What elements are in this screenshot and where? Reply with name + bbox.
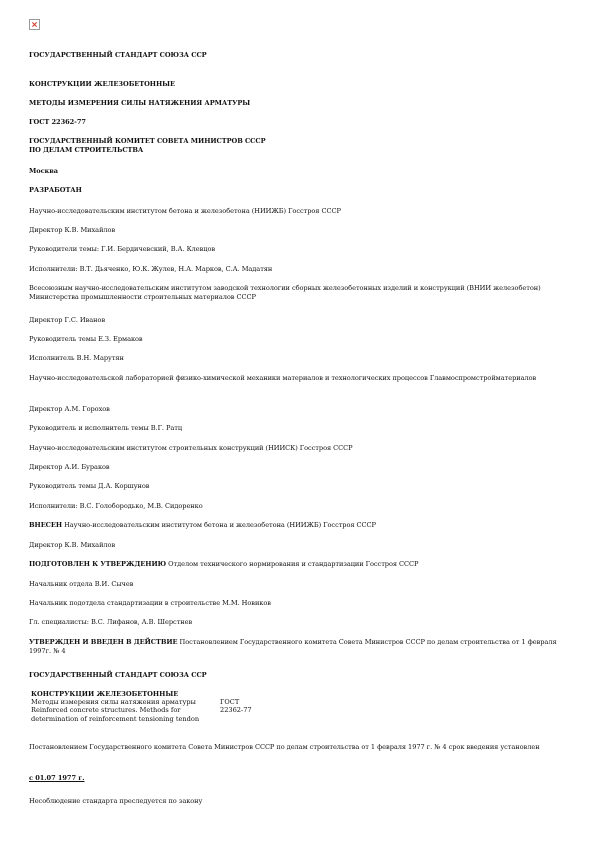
prepared-label: ПОДГОТОВЛЕН К УТВЕРЖДЕНИЮ <box>29 560 167 568</box>
standard-header-2: ГОСУДАРСТВЕННЫЙ СТАНДАРТ СОЮЗА ССР <box>29 671 207 679</box>
approved-text: Постановлением Государственного комитета Совета Министров СССР по делам строительства от 1 февраля 1997г. № 4 <box>29 638 557 655</box>
title-line-1: КОНСТРУКЦИИ ЖЕЛЕЗОБЕТОННЫЕ <box>29 80 176 88</box>
effective-date: с 01.07 1977 г. <box>29 774 85 782</box>
executors-1: Исполнители: В.Т. Дьяченко, Ю.К. Жулев, Н.А. Марков, С.А. Мадатян <box>29 265 273 273</box>
executor-2: Исполнитель В.Н. Марутян <box>29 354 124 362</box>
head-of-department: Начальник отдела В.И. Сычев <box>29 580 134 588</box>
table-cell-name-en-2: determination of reinforcement tensioning tendon <box>31 714 200 723</box>
committee-line-1: ГОСУДАРСТВЕННЫЙ КОМИТЕТ СОВЕТА МИНИСТРОВ СССР <box>29 137 266 145</box>
org-1: Научно-исследовательским институтом бетона и железобетона (НИИЖБ) Госстроя СССР <box>29 207 341 215</box>
approved-label: УТВЕРЖДЕН И ВВЕДЕН В ДЕЙСТВИЕ <box>29 638 178 646</box>
committee-line-2: ПО ДЕЛАМ СТРОИТЕЛЬСТВА <box>29 146 144 154</box>
gost-number: ГОСТ 22362-77 <box>29 118 86 126</box>
leader-2: Руководитель темы Е.З. Ермаков <box>29 335 143 343</box>
table-cell-name-ru: Методы измерения силы натяжения арматуры <box>31 698 196 707</box>
director-3: Директор А.М. Горохов <box>29 405 110 413</box>
head-of-subdepartment: Начальник подотдела стандартизации в строительстве М.М. Новиков <box>29 599 271 607</box>
executors-4: Исполнители: В.С. Голобородько, М.В. Сидоренко <box>29 502 203 510</box>
director-1: Директор К.В. Михайлов <box>29 226 116 234</box>
director-2: Директор Г.С. Иванов <box>29 316 106 324</box>
org-4: Научно-исследовательским институтом строительных конструкций (НИИСК) Госстроя СССР <box>29 444 353 452</box>
broken-image-icon <box>29 19 40 30</box>
table-cell-gost-label: ГОСТ <box>220 698 240 707</box>
prepared-text: Отделом технического нормирования и стандартизации Госстроя СССР <box>166 560 419 568</box>
introduced-label: ВНЕСЕН <box>29 521 63 529</box>
law-notice: Несоблюдение стандарта преследуется по закону <box>29 797 203 805</box>
city: Москва <box>29 167 59 175</box>
org-3: Научно-исследовательской лабораторией физико-химической механики материалов и технологических процессов Главмоспромстройматериалов <box>29 374 537 382</box>
director-5: Директор К.В. Михайлов <box>29 541 116 549</box>
standard-header: ГОСУДАРСТВЕННЫЙ СТАНДАРТ СОЮЗА ССР <box>29 51 207 59</box>
title-line-2: МЕТОДЫ ИЗМЕРЕНИЯ СИЛЫ НАТЯЖЕНИЯ АРМАТУРЫ <box>29 99 251 107</box>
developed-label: РАЗРАБОТАН <box>29 186 82 194</box>
leaders-1: Руководители темы: Г.И. Бердичевский, В.А. Клевцов <box>29 245 216 253</box>
leader-3: Руководитель и исполнитель темы В.Г. Ратц <box>29 424 183 432</box>
specialists: Гл. специалисты: В.С. Лифанов, А.В. Шерстнев <box>29 618 193 626</box>
approved-paragraph <box>29 638 569 656</box>
prepared-line <box>29 560 418 569</box>
table-title: КОНСТРУКЦИИ ЖЕЛЕЗОБЕТОННЫЕ <box>31 690 179 698</box>
leader-4: Руководитель темы Д.А. Коршунов <box>29 482 150 490</box>
org-2: Всесоюзным научно-исследовательским институтом заводской технологии сборных железобетонных изделий и конструкций (ВНИИ железобетон) Министерства промышленности строительных материалов СССР <box>29 284 541 301</box>
table-cell-gost-number: 22362-77 <box>220 706 252 715</box>
decree-paragraph: Постановлением Государственного комитета Совета Министров СССР по делам строительства от 1 февраля 1977 г. № 4 срок введения установлен <box>29 743 540 751</box>
table-cell-name-en-1: Reinforced concrete structures. Methods for <box>31 706 181 715</box>
introduced-line <box>29 521 376 530</box>
director-4: Директор А.И. Бураков <box>29 463 110 471</box>
introduced-text: Научно-исследовательским институтом бетона и железобетона (НИИЖБ) Госстроя СССР <box>62 521 376 529</box>
